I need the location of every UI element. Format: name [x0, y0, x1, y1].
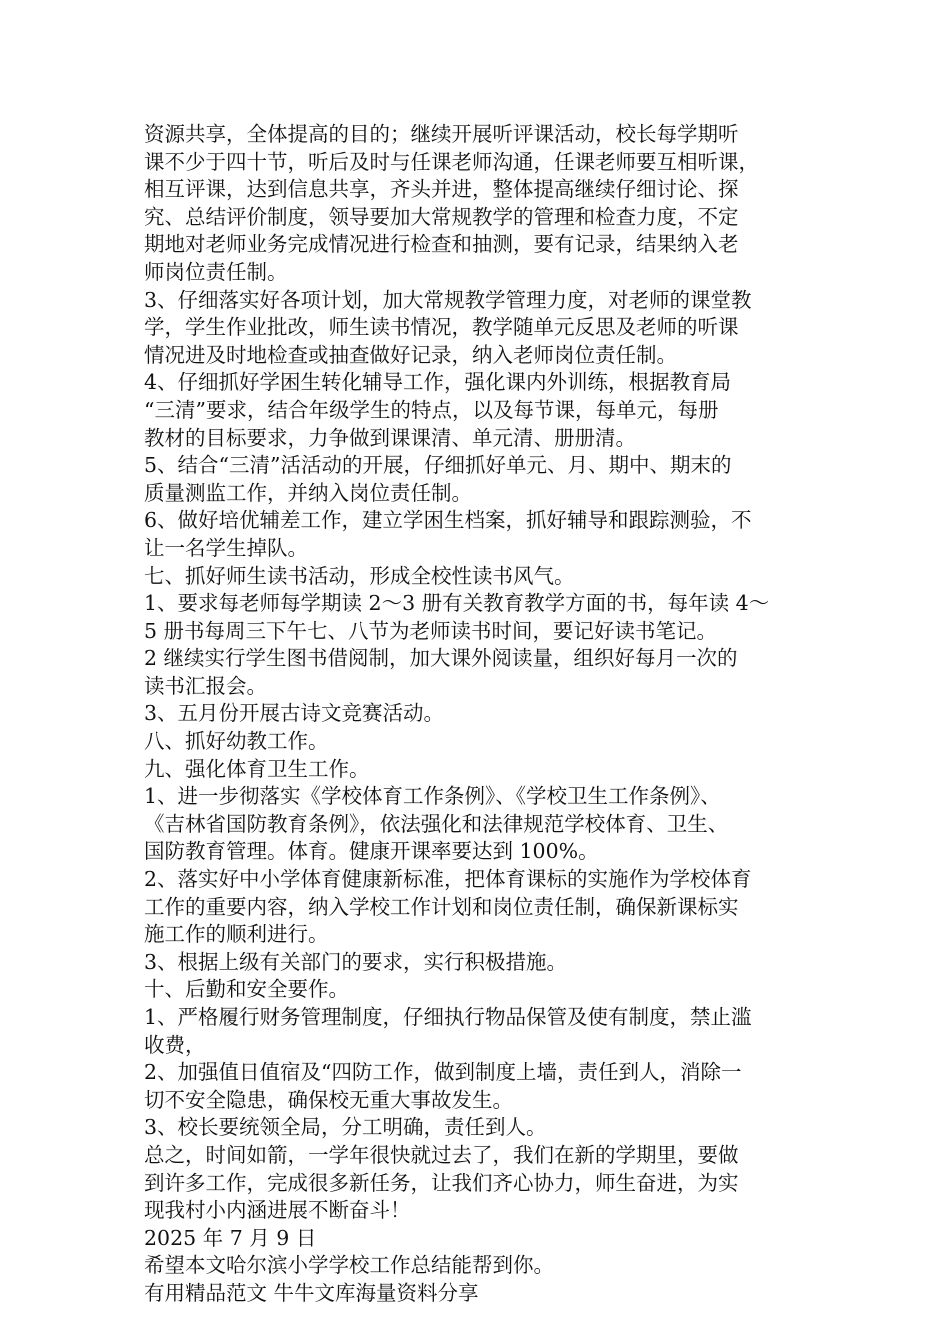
footer-note: 有用精品范文 牛牛文库海量资料分享 — [144, 1280, 479, 1305]
text-line: 让一名学生掉队。 — [144, 535, 308, 560]
text-line: 总之，时间如箭，一学年很快就过去了，我们在新的学期里，要做 — [144, 1142, 739, 1167]
text-line: 究、总结评价制度，领导要加大常规教学的管理和检查力度，不定 — [144, 204, 739, 229]
text-line: 相互评课，达到信息共享，齐头并进，整体提高继续仔细讨论、探 — [144, 177, 739, 202]
text-line: 5、结合“三清”活活动的开展，仔细抓好单元、月、期中、期末的 — [144, 453, 732, 478]
text-line: 1、进一步彻落实《学校体育工作条例》、《学校卫生工作条例》、 — [144, 784, 721, 809]
text-line: 1、严格履行财务管理制度，仔细执行物品保管及使有制度，禁止滥 — [144, 1005, 752, 1029]
section-heading: 七、抓好师生读书活动，形成全校性读书风气。 — [144, 563, 575, 588]
text-line: 2 继续实行学生图书借阅制，加大课外阅读量，组织好每月一次的 — [144, 646, 738, 671]
text-line: 师岗位责任制。 — [144, 259, 288, 284]
text-line: 情况进及时地检查或抽查做好记录，纳入老师岗位责任制。 — [144, 342, 677, 367]
text-line: 到许多工作，完成很多新任务，让我们齐心协力，师生奋进，为实 — [144, 1170, 739, 1195]
text-line: 1、要求每老师每学期读 2～3 册有关教育教学方面的书，每年读 4～ — [144, 591, 770, 616]
text-line: 切不安全隐患，确保校无重大事故发生。 — [144, 1087, 513, 1112]
text-line: 施工作的顺利进行。 — [144, 922, 329, 947]
text-line: 3、仔细落实好各项计划，加大常规教学管理力度，对老师的课堂教 — [144, 287, 752, 312]
text-line: “三清”要求，结合年级学生的特点，以及每节课，每单元，每册 — [144, 397, 719, 422]
text-line: 工作的重要内容，纳入学校工作计划和岗位责任制，确保新课标实 — [144, 894, 739, 919]
text-line: 现我村小内涵进展不断奋斗！ — [144, 1198, 411, 1223]
document-body — [144, 121, 806, 1308]
text-line: 读书汇报会。 — [144, 673, 267, 698]
section-heading: 八、抓好幼教工作。 — [144, 729, 329, 754]
text-line: 2、落实好中小学体育健康新标准，把体育课标的实施作为学校体育 — [144, 867, 752, 892]
section-heading: 九、强化体育卫生工作。 — [144, 756, 370, 781]
text-line: 质量测监工作，并纳入岗位责任制。 — [144, 480, 472, 505]
text-line: 学，学生作业批改，师生读书情况，教学随单元反思及老师的听课 — [144, 315, 739, 340]
text-line: 5 册书每周三下午七、八节为老师读书时间，要记好读书笔记。 — [144, 618, 718, 643]
text-line: 资源共享，全体提高的目的；继续开展听评课活动，校长每学期听 — [144, 122, 739, 146]
text-line: 3、五月份开展古诗文竞赛活动。 — [144, 701, 445, 726]
text-line: 3、根据上级有关部门的要求，实行积极措施。 — [144, 949, 568, 974]
document-date: 2025 年 7 月 9 日 — [144, 1225, 317, 1250]
text-line: 课不少于四十节，听后及时与任课老师沟通，任课老师要互相听课， — [144, 149, 759, 174]
text-line: 6、做好培优辅差工作，建立学困生档案，抓好辅导和跟踪测验，不 — [144, 508, 752, 533]
closing-note: 希望本文哈尔滨小学学校工作总结能帮到你。 — [144, 1253, 554, 1278]
text-line: 3、校长要统领全局，分工明确，责任到人。 — [144, 1115, 547, 1140]
text-line: 教材的目标要求，力争做到课课清、单元清、册册清。 — [144, 425, 636, 450]
text-line: 国防教育管理。体育。健康开课率要达到 100%。 — [144, 839, 599, 864]
text-line: 《吉林省国防教育条例》，依法强化和法律规范学校体育、卫生、 — [144, 811, 729, 836]
section-heading: 十、后勤和安全要作。 — [144, 977, 349, 1002]
text-line: 2、加强值日值宿及“四防工作，做到制度上墙，责任到人，消除一 — [144, 1060, 742, 1085]
text-line: 4、仔细抓好学困生转化辅导工作，强化课内外训练，根据教育局 — [144, 370, 732, 395]
text-line: 期地对老师业务完成情况进行检查和抽测，要有记录，结果纳入老 — [144, 232, 739, 257]
text-line: 收费， — [144, 1032, 206, 1057]
